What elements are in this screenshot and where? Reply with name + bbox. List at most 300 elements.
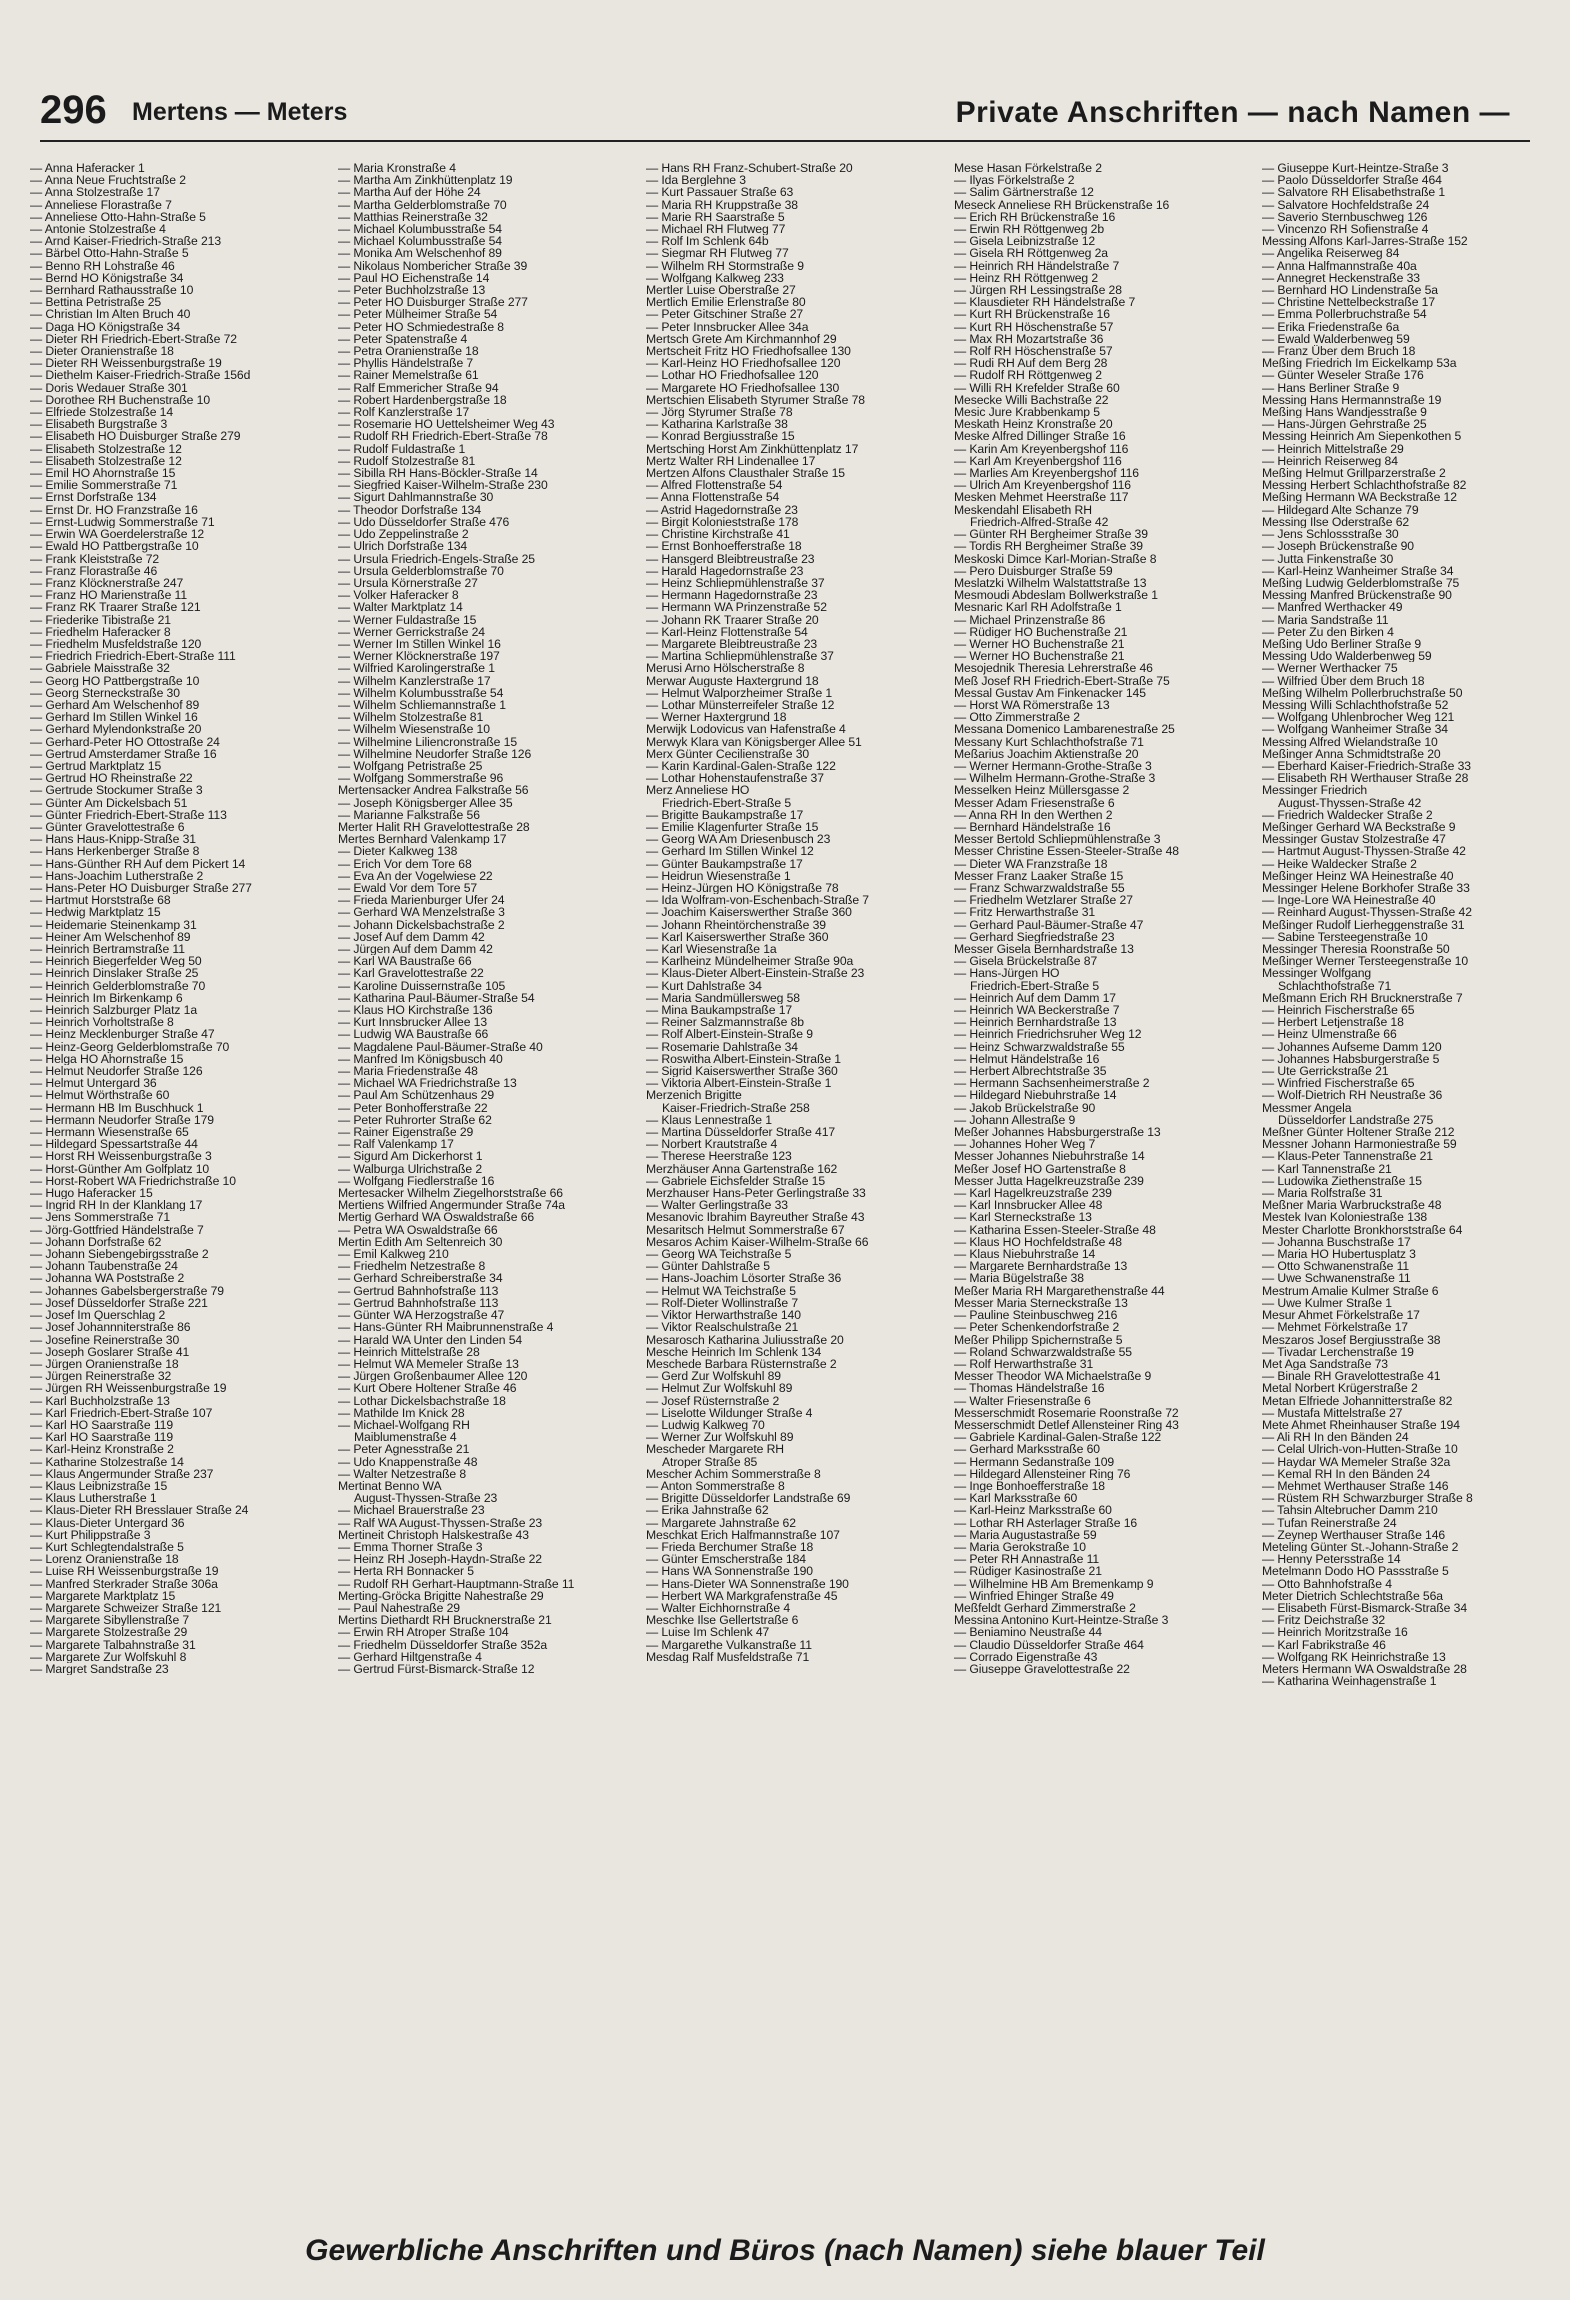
listing-entry: — Ralf Emmericher Straße 94 (338, 381, 499, 394)
listing-entry: — Anna RH In den Werthen 2 (954, 808, 1113, 821)
listing-entry: Mestek Ivan Koloniestraße 138 (1262, 1211, 1428, 1224)
listing-entry: — Elisabeth Stolzestraße 12 (30, 454, 182, 468)
listing-entry: — Thomas Händelstraße 16 (954, 1382, 1105, 1395)
listing-entry: — Binale RH Gravelottestraße 41 (1262, 1370, 1441, 1383)
listing-entry: — Karl HO Saarstraße 119 (30, 1431, 173, 1444)
listing-entry: — Wolfgang Kalkweg 233 (646, 271, 784, 285)
listing-entry: Messmer Angela (1262, 1101, 1352, 1114)
listing-entry: — Katharina Essen-Steeler-Straße 48 (954, 1223, 1156, 1236)
listing-entry: Mester Charlotte Bronkhorststraße 64 (1262, 1223, 1463, 1236)
listing-entry: — Katharine Stolzestraße 14 (30, 1455, 184, 1468)
listing-entry: — Rudolf RH Röttgenweg 2 (954, 369, 1102, 382)
listing-entry: Mesanovic Ibrahim Bayreuther Straße 43 (646, 1211, 865, 1224)
listing-entry: — Paul Nahestraße 29 (338, 1601, 460, 1615)
listing-entry: — Heinrich RH Händelstraße 7 (954, 259, 1120, 272)
listing-entry: — Ursula Gelderblomstraße 70 (338, 564, 504, 577)
listing-entry: Mete Ahmet Rheinhauser Straße 194 (1262, 1418, 1460, 1432)
listing-entry: — Jörg Styrumer Straße 78 (646, 406, 793, 419)
listing-entry: Meslatzki Wilhelm Walstattstraße 13 (954, 576, 1147, 590)
listing-entry: Messing Udo Walderbenweg 59 (1262, 650, 1432, 663)
listing-entry: — Heinrich Mittelstraße 28 (338, 1345, 480, 1358)
listing-entry: Mesic Jure Krabbenkamp 5 (954, 406, 1100, 419)
listing-entry: — Martha Auf der Höhe 24 (338, 186, 481, 199)
listing-entry: — Maria Gerokstraße 10 (954, 1540, 1086, 1554)
listing-entry: Messer Johannes Niebuhrstraße 14 (954, 1150, 1145, 1163)
listing-entry: — Helmut Walporzheimer Straße 1 (646, 686, 833, 699)
listing-entry: Mescheder Margarete RH (646, 1443, 785, 1456)
listing-entry: — Rüdiger HO Buchenstraße 21 (954, 625, 1128, 638)
listing-entry: — Johanna WA Poststraße 2 (30, 1272, 185, 1285)
section-title: Private Anschriften — nach Namen — (955, 96, 1510, 129)
listing-entry: Meßing Hermann WA Beckstraße 12 (1262, 491, 1457, 504)
listing-entry: — Wilhelm Hermann-Grothe-Straße 3 (954, 772, 1156, 785)
listing-entry: — Wilhelm Stolzestraße 81 (338, 711, 484, 724)
listing-entry: — Manfred Im Königsbusch 40 (338, 1052, 503, 1066)
listing-entry: — Karl Tannenstraße 21 (1262, 1162, 1392, 1175)
listing-entry: — Peter Zu den Birken 4 (1262, 625, 1394, 638)
listing-entry: — Hans-Joachim Lösorter Straße 36 (646, 1272, 842, 1285)
listing-entry: — Arnd Kaiser-Friedrich-Straße 213 (30, 235, 221, 248)
listing-entry: — Walburga Ulrichstraße 2 (338, 1162, 483, 1175)
listing-entry: — Franz Über dem Bruch 18 (1262, 345, 1416, 358)
listing-entry: — Heinrich Fischerstraße 65 (1262, 1004, 1415, 1017)
listing-entry: Meßing Ludwig Gelderblomstraße 75 (1262, 576, 1460, 590)
listing-entry: — Heinrich Biegerfelder Weg 50 (30, 955, 202, 968)
listing-entry: — Günter RH Bergheimer Straße 39 (954, 528, 1148, 541)
listing-entry: — Rosemarie Dahlstraße 34 (646, 1040, 798, 1053)
listing-entry: — Manfred Werthacker 49 (1262, 601, 1403, 614)
listing-entry: Mesmoudi Abdeslam Bollwerkstraße 1 (954, 589, 1158, 602)
listing-entry: Meßing Helmut Grillparzerstraße 2 (1262, 467, 1446, 480)
listing-entry: — Fritz Deichstraße 32 (1262, 1614, 1386, 1627)
listing-entry: — Peter HO Duisburger Straße 277 (338, 296, 528, 309)
listing-entry: — Heinz Mecklenburger Straße 47 (30, 1028, 215, 1041)
listing-entry: — Elisabeth Burgstraße 3 (30, 418, 168, 431)
listing-entry: — Luise Im Schlenk 47 (646, 1626, 770, 1639)
listing-entry: Messer Bertold Schliepmühlenstraße 3 (954, 833, 1161, 846)
listing-entry: — Franz HO Marienstraße 11 (30, 589, 188, 602)
listing-entry: Meßner Maria Warbruckstraße 48 (1262, 1199, 1442, 1212)
listing-entry: — Georg WA Am Driesenbusch 23 (646, 833, 831, 846)
listing-entry: — Michael Brauerstraße 23 (338, 1504, 485, 1517)
listing-entry: — Fritz Herwarthstraße 31 (954, 906, 1096, 919)
listing-entry: — Katharina Weinhagenstraße 1 (1262, 1675, 1437, 1688)
listing-entry: Messana Domenico Lambarenestraße 25 (954, 723, 1175, 736)
listing-entry: — Karl HO Saarstraße 119 (30, 1418, 173, 1432)
listing-entry: Mesche Heinrich Im Schlenk 134 (646, 1345, 822, 1358)
listing-entry: — Mehmet Werthauser Straße 146 (1262, 1479, 1449, 1493)
listing-entry: Mertlich Emilie Erlenstraße 80 (646, 296, 806, 309)
listing-entry: — Klausdieter RH Händelstraße 7 (954, 296, 1136, 309)
listing-entry: — Rosemarie HO Uettelsheimer Weg 43 (338, 418, 555, 431)
listing-entry: — Rainer Eigenstraße 29 (338, 1126, 474, 1139)
listing-entry: — Giuseppe Gravelottestraße 22 (954, 1662, 1130, 1676)
listing-entry: Merx Günter Cecilienstraße 30 (646, 747, 810, 760)
listing-entry: — Paul HO Eichenstraße 14 (338, 271, 490, 285)
listing-entry: Merz Anneliese HO (646, 784, 750, 797)
listing-entry: — Martina Schliepmühlenstraße 37 (646, 650, 834, 663)
listing-entry: — Margarete HO Friedhofsallee 130 (646, 381, 840, 394)
listing-entry: — Maria Rolfstraße 31 (1262, 1187, 1383, 1200)
listing-entry: — Pauline Steinbuschweg 216 (954, 1309, 1118, 1322)
listing-entry: — Maria RH Kruppstraße 38 (646, 198, 798, 211)
listing-entry: — Ali RH In den Bänden 24 (1262, 1431, 1409, 1444)
listing-entry: Meters Hermann WA Oswaldstraße 28 (1262, 1662, 1467, 1676)
listing-entry: Meskoski Dimce Karl-Morian-Straße 8 (954, 552, 1157, 565)
listing-entry: — Emilie Sommerstraße 71 (30, 479, 178, 492)
listing-entry: — Dieter WA Franzstraße 18 (954, 857, 1108, 870)
listing-entry: — Josef Düsseldorfer Straße 221 (30, 1296, 208, 1310)
listing-entry: — Johann RK Traarer Straße 20 (646, 613, 819, 626)
listing-entry: Mertins Diethardt RH Brucknerstraße 21 (338, 1614, 552, 1627)
listing-entry: — Werner Klöcknerstraße 197 (338, 650, 500, 663)
listing-entry: Messinger Theresia Roonstraße 50 (1262, 943, 1450, 956)
listing-entry: — Peter Mülheimer Straße 54 (338, 308, 498, 321)
listing-entry: — Johann Dickelsbachstraße 2 (338, 918, 505, 931)
listing-entry: — Walter Eichhornstraße 4 (646, 1601, 791, 1615)
listing-entry: — Rudolf Fuldastraße 1 (338, 442, 466, 455)
listing-entry: Mertinat Benno WA (338, 1479, 442, 1493)
listing-entry: Mesojednik Theresia Lehrerstraße 46 (954, 662, 1153, 675)
listing-entry: — Horst WA Römerstraße 13 (954, 698, 1110, 712)
listing-entry: — Kurt Obere Holtener Straße 46 (338, 1382, 517, 1395)
listing-entry: — Margarete Jahnstraße 62 (646, 1516, 796, 1529)
listing-entry: — Günter Friedrich-Ebert-Straße 113 (30, 808, 227, 821)
listing-entry: — Wolfgang Sommerstraße 96 (338, 772, 504, 785)
listing-entry: — Heinrich Mittelstraße 29 (1262, 442, 1404, 455)
column-3 (646, 162, 946, 2202)
listing-entry: — Rolf Im Schlenk 64b (646, 235, 769, 248)
listing-entry: — Tordis RH Bergheimer Straße 39 (954, 540, 1143, 553)
listing-entry: — Anna Neue Fruchtstraße 2 (30, 174, 186, 187)
listing-entry: — Günter Emscherstraße 184 (646, 1553, 806, 1566)
listing-entry: — Maria Sandstraße 11 (1262, 613, 1389, 626)
listing-entry: — Emma Thorner Straße 3 (338, 1540, 483, 1554)
listing-entry: — Heiner Am Welschenhof 89 (30, 930, 191, 943)
listing-entry: — Anna Stolzestraße 17 (30, 186, 160, 199)
listing-entry: — Karl Gravelottestraße 22 (338, 967, 484, 980)
listing-entry: — Doris Wedauer Straße 301 (30, 381, 188, 394)
listing-entry: — Karl Sterneckstraße 13 (954, 1211, 1092, 1224)
listing-entry: — Frieda Marienburger Ufer 24 (338, 894, 505, 907)
listing-entry: — Erika Jahnstraße 62 (646, 1504, 769, 1517)
listing-entry: — Margarete Stolzestraße 29 (30, 1626, 188, 1639)
listing-entry: Meszaros Josef Bergiusstraße 38 (1262, 1333, 1441, 1346)
listing-entry: — Hermann HB Im Buschhuck 1 (30, 1101, 204, 1114)
listing-entry: — Sabine Tersteegenstraße 10 (1262, 930, 1428, 943)
listing-entry: Merzhäuser Anna Gartenstraße 162 (646, 1162, 838, 1175)
listing-entry: — Ernst-Ludwig Sommerstraße 71 (30, 515, 215, 529)
listing-entry: — Hermann Neudorfer Straße 179 (30, 1113, 214, 1127)
listing-entry: — Ewald HO Pattbergstraße 10 (30, 540, 199, 553)
listing-entry: Meßing Udo Berliner Straße 9 (1262, 637, 1422, 651)
listing-entry: Meßer Johannes Habsburgerstraße 13 (954, 1126, 1161, 1139)
listing-entry: — Klaus Lutherstraße 1 (30, 1492, 157, 1505)
listing-entry: — Rainer Memelstraße 61 (338, 369, 479, 382)
listing-entry: — Harald Hagedornstraße 23 (646, 564, 804, 577)
listing-entry: — Michael-Wolfgang RH (338, 1418, 470, 1432)
listing-entry: — Margarete Schweizer Straße 121 (30, 1601, 222, 1615)
listing-entry: — Ingrid RH In der Klanklang 17 (30, 1199, 203, 1212)
listing-entry: — Maria Augustastraße 59 (954, 1528, 1097, 1541)
listing-entry: — Otto Zimmerstraße 2 (954, 711, 1080, 724)
listing-entry: — Rolf-Dieter Wollinstraße 7 (646, 1296, 799, 1310)
listing-entry: — Jens Sommerstraße 71 (30, 1211, 171, 1224)
listing-entry: — Horst RH Weissenburgstraße 3 (30, 1150, 212, 1163)
listing-entry: — Hans-Peter HO Duisburger Straße 277 (30, 881, 252, 895)
listing-entry: — Michael Kolumbusstraße 54 (338, 223, 502, 236)
listing-entry: — Maria Friedenstraße 48 (338, 1065, 478, 1078)
listing-entry: — Margarethe Vulkanstraße 11 (646, 1638, 812, 1651)
listing-entry: Messing Alfons Karl-Jarres-Straße 152 (1262, 235, 1468, 248)
listing-entry: Mertzen Alfons Clausthaler Straße 15 (646, 467, 845, 480)
listing-entry: Friedrich-Ebert-Straße 5 (662, 796, 791, 809)
listing-entry: — Walter Marktplatz 14 (338, 601, 463, 614)
listing-entry: Meßing Wilhelm Pollerbruchstraße 50 (1262, 686, 1463, 699)
listing-entry: — Heinz Ulmenstraße 66 (1262, 1028, 1397, 1041)
listing-entry: — Udo Knappenstraße 48 (338, 1455, 478, 1468)
listing-entry: — Friedhelm Wetzlarer Straße 27 (954, 894, 1133, 907)
listing-entry: — Otto Schwanenstraße 11 (1262, 1260, 1410, 1273)
listing-entry: Messer Adam Friesenstraße 6 (954, 796, 1115, 809)
listing-entry: — Diethelm Kaiser-Friedrich-Straße 156d (30, 369, 251, 382)
listing-entry: — Ludwig WA Baustraße 66 (338, 1028, 489, 1041)
listing-entry: Meßinger Anna Schmidtstraße 20 (1262, 747, 1441, 760)
listing-entry: — Hans Herkenberger Straße 8 (30, 845, 200, 858)
listing-entry: Mesnaric Karl RH Adolfstraße 1 (954, 601, 1122, 614)
listing-entry: — Ulrich Dorfstraße 134 (338, 540, 468, 553)
listing-entry: — Werner Werthacker 75 (1262, 662, 1398, 675)
listing-entry: — Wilhelmine Neudorfer Straße 126 (338, 747, 532, 760)
listing-entry: — Wilhelmine Liliencronstraße 15 (338, 735, 518, 748)
listing-entry: — Josef Johannniterstraße 86 (30, 1321, 191, 1334)
listing-entry: — Gerhard Im Stillen Winkel 16 (30, 711, 198, 724)
listing-entry: Mertsching Horst Am Zinkhüttenplatz 17 (646, 442, 859, 455)
listing-entry: — Josefine Reinerstraße 30 (30, 1333, 180, 1346)
listing-entry: — Anna Flottenstraße 54 (646, 491, 780, 504)
listing-entry: Mertineit Christoph Halskestraße 43 (338, 1528, 529, 1541)
listing-entry: Merwyk Klara van Königsberger Allee 51 (646, 735, 862, 748)
listing-columns (30, 162, 1540, 2202)
listing-entry: — Heike Waldecker Straße 2 (1262, 857, 1417, 870)
listing-entry: — Ida Berglehne 3 (646, 174, 746, 187)
listing-entry: — Gerhard Im Stillen Winkel 12 (646, 845, 814, 858)
listing-entry: Merting-Gröcka Brigitte Nahestraße 29 (338, 1589, 544, 1602)
listing-entry: — Hildegard Alte Schanze 79 (1262, 503, 1419, 516)
listing-entry: — Hermann Hagedornstraße 23 (646, 589, 818, 602)
listing-entry: — Katharina Paul-Bäumer-Straße 54 (338, 991, 535, 1005)
listing-entry: — Manfred Sterkrader Straße 306a (30, 1577, 218, 1590)
listing-entry: — Günter Weseler Straße 176 (1262, 369, 1424, 382)
listing-entry: — Karl WA Baustraße 66 (338, 955, 472, 968)
listing-entry: — Lothar Hohenstaufenstraße 37 (646, 772, 824, 785)
listing-entry: — Rolf RH Höschenstraße 57 (954, 345, 1113, 358)
listing-entry: — Emilie Klagenfurter Straße 15 (646, 820, 819, 834)
listing-entry: — Otto Bahnhofstraße 4 (1262, 1577, 1392, 1590)
column-2 (338, 162, 638, 2202)
listing-entry: — Benno RH Lohstraße 46 (30, 259, 175, 272)
listing-entry: — Karl Innsbrucker Allee 48 (954, 1199, 1103, 1212)
listing-entry: — Gertrud Amsterdamer Straße 16 (30, 747, 217, 760)
listing-entry: — Kemal RH In den Bänden 24 (1262, 1467, 1431, 1480)
listing-entry: — Gertrud HO Rheinstraße 22 (30, 772, 193, 785)
listing-entry: — Wolfgang Uhlenbrocher Weg 121 (1262, 711, 1455, 724)
listing-entry: Mertler Luise Oberstraße 27 (646, 284, 796, 297)
listing-entry: — Gertrud Bahnhofstraße 113 (338, 1296, 499, 1310)
listing-entry: — Werner HO Buchenstraße 21 (954, 650, 1125, 663)
listing-entry: Kaiser-Friedrich-Straße 258 (662, 1101, 810, 1114)
listing-entry: Meßarius Joachim Aktienstraße 20 (954, 747, 1139, 760)
listing-entry: — Gerhard Siegfriedstraße 23 (954, 930, 1115, 943)
listing-entry: — Udo Zeppelinstraße 2 (338, 528, 469, 541)
listing-entry: — Heidrun Wiesenstraße 1 (646, 869, 791, 882)
listing-entry: — Lorenz Oranienstraße 18 (30, 1553, 179, 1566)
listing-entry: — Wilfried Über dem Bruch 18 (1262, 674, 1425, 687)
listing-entry: — Helga HO Ahornstraße 15 (30, 1052, 184, 1066)
listing-entry: — Elisabeth HO Duisburger Straße 279 (30, 430, 241, 443)
listing-entry: — Volker Haferacker 8 (338, 589, 459, 602)
listing-entry: — Norbert Krautstraße 4 (646, 1138, 778, 1151)
listing-entry: — Klaus Angermunder Straße 237 (30, 1467, 214, 1480)
listing-entry: — Wolfgang Fiedlerstraße 16 (338, 1174, 495, 1188)
listing-entry: Mertiens Wilfried Angermunder Straße 74a (338, 1199, 565, 1212)
listing-entry: — Heidemarie Steinenkamp 31 (30, 918, 197, 931)
listing-entry: — Johannes Habsburgerstraße 5 (1262, 1052, 1440, 1066)
listing-entry: Meter Dietrich Schlechtstraße 56a (1262, 1589, 1443, 1602)
listing-entry: — Jakob Brückelstraße 90 (954, 1101, 1096, 1114)
listing-entry: Friedrich-Ebert-Straße 5 (970, 979, 1099, 992)
listing-entry: — Heinrich Bernhardstraße 13 (954, 1016, 1117, 1029)
listing-entry: — Hans-Günther RH Auf dem Pickert 14 (30, 857, 246, 870)
listing-entry: — Rolf Herwarthstraße 31 (954, 1357, 1094, 1371)
listing-entry: Messal Gustav Am Finkenacker 145 (954, 686, 1146, 699)
page-header (40, 88, 1530, 142)
listing-entry: — Gisela Brückelstraße 87 (954, 955, 1098, 968)
listing-entry: — Uwe Schwanenstraße 11 (1262, 1272, 1411, 1285)
listing-entry: — Viktoria Albert-Einstein-Straße 1 (646, 1077, 832, 1090)
listing-entry: — Klaus Leibnizstraße 15 (30, 1479, 168, 1493)
listing-entry: — Walter Netzestraße 8 (338, 1467, 467, 1480)
listing-entry: — Tufan Reinerstraße 24 (1262, 1516, 1397, 1529)
listing-entry: — Gerhard Marksstraße 60 (954, 1443, 1100, 1456)
listing-entry: — Johannes Gabelsbergerstraße 79 (30, 1284, 224, 1297)
listing-entry: — Wilhelm Wiesenstraße 10 (338, 723, 490, 736)
page-number: 296 (40, 88, 107, 132)
listing-entry: Meßinger Heinz WA Heinestraße 40 (1262, 869, 1454, 882)
listing-entry: — Harald WA Unter den Linden 54 (338, 1333, 523, 1346)
listing-entry: Mesarosch Katharina Juliusstraße 20 (646, 1333, 844, 1346)
listing-entry: — Kurt RH Höschenstraße 57 (954, 320, 1114, 333)
listing-entry: — Erwin RH Röttgenweg 2b (954, 223, 1105, 236)
listing-entry: — Klaus HO Kirchstraße 136 (338, 1004, 493, 1017)
listing-entry: — Werner Hermann-Grothe-Straße 3 (954, 759, 1152, 773)
listing-entry: — Wolfgang RK Heinrichstraße 13 (1262, 1650, 1446, 1663)
listing-entry: — Wilhelm Kanzlerstraße 17 (338, 674, 491, 687)
listing-entry: — Friedhelm Düsseldorfer Straße 352a (338, 1638, 548, 1651)
listing-entry: Merwijk Lodovicus van Hafenstraße 4 (646, 723, 846, 736)
listing-entry: — Rudolf RH Gerhart-Hauptmann-Straße 11 (338, 1577, 575, 1590)
listing-entry: — Emil HO Ahornstraße 15 (30, 467, 176, 480)
listing-entry: Messing Manfred Brückenstraße 90 (1262, 589, 1452, 602)
listing-entry: — Gabriele Eichsfelder Straße 15 (646, 1174, 826, 1188)
listing-entry: — Mehmet Förkelstraße 17 (1262, 1321, 1408, 1334)
listing-entry: Atroper Straße 85 (662, 1455, 758, 1468)
listing-entry: — Friedrich Waldecker Straße 2 (1262, 808, 1433, 821)
listing-entry: — Ludowika Ziethenstraße 15 (1262, 1174, 1422, 1188)
listing-entry: — Rudolf Stolzestraße 81 (338, 454, 476, 468)
listing-entry: Metan Elfriede Johannitterstraße 82 (1262, 1394, 1453, 1407)
listing-entry: — Viktor Realschulstraße 21 (646, 1321, 799, 1334)
listing-entry: — Gertrude Stockumer Straße 3 (30, 784, 203, 797)
listing-entry: — Ralf Valenkamp 17 (338, 1138, 454, 1151)
listing-entry: — Inge-Lore WA Heinestraße 40 (1262, 894, 1436, 907)
listing-entry: — Sigrid Kaiserswerther Straße 360 (646, 1065, 838, 1078)
listing-entry: — Gerhard Hiltgenstraße 4 (338, 1650, 482, 1663)
listing-entry: — Martha Gelderblomstraße 70 (338, 198, 507, 211)
listing-entry: — Marlies Am Kreyenbergshof 116 (954, 467, 1139, 480)
listing-entry: — Joseph Brückenstraße 90 (1262, 540, 1414, 553)
listing-entry: — Karoline Duissernstraße 105 (338, 979, 506, 992)
listing-entry: — Jürgen RH Weissenburgstraße 19 (30, 1382, 227, 1395)
listing-entry: — Margarete Zur Wolfskuhl 8 (30, 1650, 187, 1663)
listing-entry: Mertz Walter RH Lindenallee 17 (646, 454, 816, 468)
listing-entry: — Christian Im Alten Bruch 40 (30, 308, 191, 321)
listing-entry: — Hans Haus-Knipp-Straße 31 (30, 833, 196, 846)
listing-entry: — Dieter RH Friedrich-Ebert-Straße 72 (30, 332, 237, 346)
listing-entry: — Peter Gitschiner Straße 27 (646, 308, 804, 321)
listing-entry: — Hans-Jürgen Gehrstraße 25 (1262, 418, 1427, 431)
listing-entry: — Johannes Aufseme Damm 120 (1262, 1040, 1442, 1053)
listing-entry: — Sibilla RH Hans-Böckler-Straße 14 (338, 467, 538, 480)
listing-entry: Meßer Josef HO Gartenstraße 8 (954, 1162, 1126, 1175)
listing-entry: — Peter Buchholzstraße 13 (338, 284, 486, 297)
listing-entry: — Vincenzo RH Sofienstraße 4 (1262, 223, 1429, 236)
listing-entry: — Gerhard WA Menzelstraße 3 (338, 906, 505, 919)
listing-entry: — Ralf WA August-Thyssen-Straße 23 (338, 1516, 543, 1529)
listing-entry: — Phyllis Händelstraße 7 (338, 357, 474, 370)
listing-entry: — Gerhard Mylendonkstraße 20 (30, 723, 202, 736)
listing-entry: — Ida Wolfram-von-Eschenbach-Straße 7 (646, 894, 869, 907)
listing-entry: — Klaus-Dieter Albert-Einstein-Straße 23 (646, 967, 865, 980)
listing-entry: Mertesacker Wilhelm Ziegelhorststraße 66 (338, 1187, 563, 1200)
listing-entry: — Herta RH Bonnacker 5 (338, 1565, 474, 1578)
listing-entry: — Hildegard Allensteiner Ring 76 (954, 1467, 1131, 1480)
listing-entry: — Reiner Salzmannstraße 8b (646, 1016, 804, 1029)
listing-entry: — Ursula Körnerstraße 27 (338, 576, 478, 590)
listing-entry: — Sigurt Dahlmannstraße 30 (338, 491, 494, 504)
listing-entry: Meßfeldt Gerhard Zimmerstraße 2 (954, 1601, 1136, 1615)
listing-entry: — Hans-Joachim Lutherstraße 2 (30, 869, 204, 882)
listing-entry: — Michael RH Flutweg 77 (646, 223, 786, 236)
listing-entry: — Birgit Kolonieststraße 178 (646, 515, 799, 529)
listing-entry: — Walter Gerlingstraße 33 (646, 1199, 788, 1212)
listing-entry: — Tivadar Lerchenstraße 19 (1262, 1345, 1414, 1358)
listing-entry: Meskendahl Elisabeth RH (954, 503, 1092, 516)
listing-entry: — Franz Florastraße 46 (30, 564, 158, 577)
listing-entry: Meßer Philipp Spichernstraße 5 (954, 1333, 1123, 1346)
listing-entry: — Gisela Leibnizstraße 12 (954, 235, 1096, 248)
listing-entry: — Uwe Kulmer Straße 1 (1262, 1296, 1392, 1310)
listing-entry: — Therese Heerstraße 123 (646, 1150, 792, 1163)
listing-entry: Friedrich-Alfred-Straße 42 (970, 515, 1109, 529)
listing-entry: Mesecke Willi Bachstraße 22 (954, 393, 1109, 407)
listing-entry: — Klaus Niebuhrstraße 14 (954, 1248, 1096, 1261)
listing-entry: Mesaritsch Helmut Sommerstraße 67 (646, 1223, 845, 1236)
listing-entry: — Werner HO Buchenstraße 21 (954, 637, 1125, 651)
listing-entry: — Robert Hardenbergstraße 18 (338, 393, 507, 407)
listing-entry: — Michael WA Friedrichstraße 13 (338, 1077, 517, 1090)
listing-entry: Messing Ilse Oderstraße 62 (1262, 515, 1410, 529)
